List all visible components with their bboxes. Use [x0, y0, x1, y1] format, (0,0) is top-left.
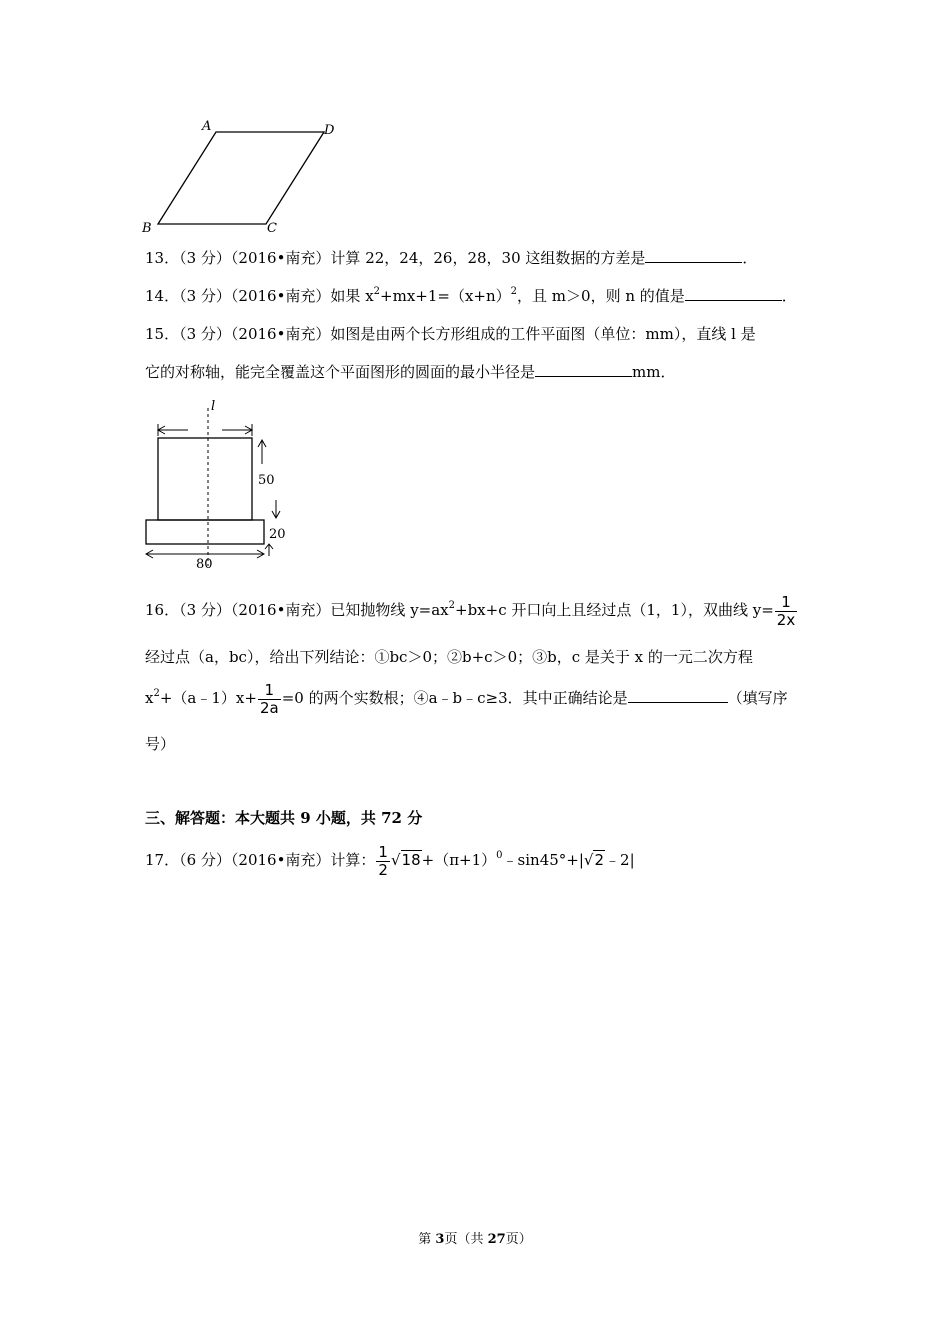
q17-sup: 0 — [496, 850, 503, 861]
q15-line1: 15．（3 分）（2016•南充）如图是由两个长方形组成的工件平面图（单位：mm），直线 l 是 — [145, 325, 756, 343]
q17-frac-num: 1 — [378, 842, 388, 861]
q16-line3-post: =0 的两个实数根；④a﹣b﹣c≥3．其中正确结论是 — [281, 689, 628, 707]
parallelogram-shape — [158, 132, 324, 224]
question-13 — [145, 248, 757, 268]
question-16-line4 — [145, 734, 175, 754]
q16-line3-sup: 2 — [153, 688, 160, 699]
label-A: A — [202, 119, 212, 134]
label-C: C — [267, 221, 277, 236]
q13-answer-blank[interactable] — [645, 248, 742, 263]
q16-answer-blank[interactable] — [628, 688, 728, 703]
dim-50: 50 — [258, 473, 275, 488]
q14-end: ． — [781, 287, 797, 305]
label-D: D — [324, 123, 335, 138]
dim-80: 80 — [196, 557, 213, 572]
axis-label-l: l — [211, 399, 216, 414]
q17-frac-den: 2 — [378, 860, 388, 879]
q16-frac1-den: 2x — [776, 610, 796, 629]
q14-pre: 14．（3 分）（2016•南充）如果 x — [145, 287, 374, 305]
q15-answer-blank[interactable] — [535, 362, 632, 377]
q17-fraction — [376, 844, 390, 879]
q16-line1-pre: 16．（3 分）（2016•南充）已知抛物线 y=ax — [145, 601, 449, 619]
q14-sup1: 2 — [373, 286, 381, 297]
workpiece-figure — [138, 396, 298, 572]
q16-line2: 经过点（a，bc），给出下列结论：①bc＞0；②b+c＞0；③b，c 是关于 x 的一元二次方程 — [145, 648, 753, 666]
question-16-line1 — [145, 590, 798, 630]
parallelogram-figure — [138, 118, 348, 238]
q14-mid: +mx+1=（x+n） — [380, 287, 511, 305]
footer-total-pages: 27 — [487, 1232, 506, 1247]
q17-sqrt-2: √2 — [583, 851, 605, 869]
q16-fraction-1 — [775, 594, 797, 629]
upper-rectangle — [158, 438, 252, 520]
q16-frac2-den: 2a — [259, 698, 279, 717]
question-16-line3 — [145, 678, 788, 718]
q15-line2: 它的对称轴，能完全覆盖这个平面图形的圆面的最小半径是 — [145, 363, 536, 381]
section-3-heading — [145, 808, 422, 828]
q15-unit: mm． — [632, 363, 676, 381]
q17-pre: 17．（6 分）（2016•南充）计算： — [145, 851, 376, 869]
footer-mid: 页（共 — [444, 1232, 488, 1247]
q16-line1-mid: +bx+c 开口向上且经过点（1，1），双曲线 y= — [455, 601, 774, 619]
q17-post: ﹣2| — [605, 851, 635, 869]
q17-mid2: ﹣sin45°+| — [502, 851, 584, 869]
question-15-line2 — [145, 362, 675, 382]
footer-post: 页） — [505, 1232, 532, 1247]
q17-sqrt2-radicand: 2 — [594, 851, 605, 869]
page-footer — [0, 1228, 950, 1247]
q16-frac1-num: 1 — [775, 594, 797, 612]
q16-line3-mid: +（a﹣1）x+ — [159, 689, 257, 707]
lower-rectangle — [146, 520, 264, 544]
q14-sup2: 2 — [510, 286, 518, 297]
q14-answer-blank[interactable] — [685, 286, 782, 301]
q17-mid: +（π+1） — [421, 851, 497, 869]
q13-end: ． — [742, 249, 758, 267]
question-14 — [145, 286, 797, 306]
q16-fraction-2 — [258, 682, 281, 717]
question-17 — [145, 840, 635, 880]
q16-line3-end: （填写序 — [727, 689, 788, 707]
q13-text: 13．（3 分）（2016•南充）计算 22，24，26，28，30 这组数据的方差是 — [145, 249, 646, 267]
q17-sqrt-18: √18 — [390, 851, 421, 869]
question-16-line2 — [145, 647, 753, 667]
question-15-line1 — [145, 324, 756, 344]
q16-line3-pre: x — [145, 689, 154, 707]
dim-20: 20 — [269, 527, 286, 542]
label-B: B — [142, 221, 152, 236]
q14-post: ，且 m＞0，则 n 的值是 — [517, 287, 685, 305]
section-3-title: 三、解答题：本大题共 9 小题，共 72 分 — [145, 809, 423, 827]
footer-page-number: 3 — [435, 1232, 445, 1247]
q16-frac2-num: 1 — [258, 682, 281, 700]
q16-line4: 号） — [145, 735, 176, 753]
q17-sqrt1-radicand: 18 — [401, 851, 421, 869]
footer-pre: 第 — [418, 1232, 436, 1247]
q16-sup: 2 — [448, 600, 456, 611]
